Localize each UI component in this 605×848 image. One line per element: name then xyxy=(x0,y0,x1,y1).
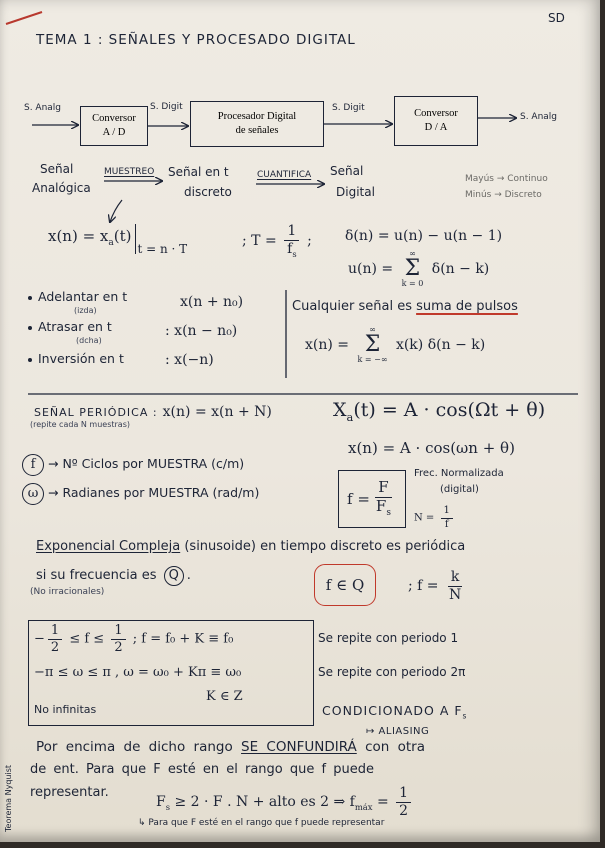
periodic-definition: x(n) = x(n + N) xyxy=(162,404,272,420)
notation-note-lower: Minús → Discreto xyxy=(465,190,542,200)
dac-line1: Conversor xyxy=(414,107,458,119)
aliasing-line1 xyxy=(36,740,425,756)
operation-delay-expr: : x(n − n₀) xyxy=(165,323,238,339)
f-range-lower-fraction xyxy=(48,624,62,654)
ratio-fraction xyxy=(446,570,464,602)
period-den-main: f xyxy=(287,240,293,257)
decomposition-text xyxy=(292,300,518,315)
operation-advance-note: (izda) xyxy=(74,306,97,315)
step-sigma: Σ xyxy=(404,256,421,281)
diagram-input-label: S. Analg xyxy=(24,103,62,113)
adc-line2: A / D xyxy=(102,127,126,138)
decomposition-formula xyxy=(305,326,485,364)
norm-num: F xyxy=(375,480,391,498)
period-num: 1 xyxy=(284,224,299,241)
step-lhs: u(n) = xyxy=(348,261,394,277)
frequency-f-row xyxy=(22,454,244,476)
w-range-row: −π ≤ ω ≤ π , ω = ω₀ + Kπ ≡ ω₀ xyxy=(34,665,242,680)
step-sum xyxy=(402,250,424,288)
step-rhs: δ(n − k) xyxy=(431,261,490,277)
normalized-frequency-box xyxy=(338,470,406,528)
ratio-num: k xyxy=(448,570,462,587)
circled-omega-symbol: ω xyxy=(22,483,44,505)
analog-cosine-rhs: (t) = A · cos(Ωt + θ) xyxy=(353,399,546,421)
decomposition-lhs: x(n) = xyxy=(305,337,350,353)
operation-delay-note: (dcha) xyxy=(76,336,102,345)
operation-delay-label: Atrasar en t xyxy=(38,319,112,334)
dsp-line2: de señales xyxy=(235,125,279,136)
periodic-row xyxy=(34,402,272,420)
operation-advance xyxy=(28,290,127,304)
frequency-f-desc: → Nº Ciclos por MUESTRA (c/m) xyxy=(48,456,245,471)
step-sum-bottom: k = 0 xyxy=(401,279,424,288)
f-period-note: Se repite con periodo 1 xyxy=(318,631,459,645)
nyquist-mid: ≥ 2 · F . N + alto es 2 ⇒ f xyxy=(174,794,355,811)
period-f-num: 1 xyxy=(441,506,453,519)
decomposition-sum-top: ∞ xyxy=(369,325,376,334)
discrete-cosine-formula: x(n) = A · cos(ωn + θ) xyxy=(348,439,515,457)
step-sum-top: ∞ xyxy=(409,249,416,258)
notation-note-upper: Mayús → Continuo xyxy=(465,174,548,184)
nyquist-f-sub: s xyxy=(165,801,171,812)
aliasing-line3: representar. xyxy=(30,785,109,800)
margin-note: Teorema Nyquist xyxy=(4,764,13,832)
half-den: 2 xyxy=(50,639,60,655)
period-f-fraction xyxy=(441,506,453,530)
operation-inversion xyxy=(28,352,124,366)
decomposition-lead: Cualquier señal es xyxy=(292,299,412,314)
norm-den xyxy=(373,498,394,518)
sampling-lhs-tail: (t) xyxy=(113,227,132,245)
analog-signal-line2: Analógica xyxy=(32,181,91,195)
nyquist-footnote: ↳ Para que F esté en el rango que f puede representar xyxy=(138,818,385,828)
complex-exp-line1-rest: (sinusoide) en tiempo discreto es periódica xyxy=(184,539,466,554)
delta-formula: δ(n) = u(n) − u(n − 1) xyxy=(345,228,503,244)
period-lhs: ; T = xyxy=(242,233,277,250)
bullet xyxy=(28,326,32,330)
f-range-upper-fraction xyxy=(111,624,125,654)
norm-label-line2: (digital) xyxy=(440,484,479,495)
adc-block xyxy=(80,106,148,146)
digital-signal-line2: Digital xyxy=(336,185,375,199)
sampling-lhs-sub: a xyxy=(108,238,114,248)
dac-block xyxy=(394,96,478,146)
w-period-note: Se repite con periodo 2π xyxy=(318,665,466,679)
period-end: ; xyxy=(307,233,312,250)
complex-exp-title: Exponencial Compleja xyxy=(36,539,181,554)
norm-fraction xyxy=(373,477,394,518)
corner-label: SD xyxy=(548,11,565,25)
decomposition-sigma: Σ xyxy=(364,332,381,357)
period-from-frequency xyxy=(414,506,456,530)
rationals-symbol: Q xyxy=(164,566,184,586)
nyquist-num: 1 xyxy=(396,786,411,803)
f-range-mid: ≤ f ≤ xyxy=(69,631,105,647)
half-num: 1 xyxy=(111,624,125,640)
ratio-lhs: ; f = xyxy=(408,578,439,595)
decomposition-rhs: x(k) δ(n − k) xyxy=(395,337,486,353)
sampling-lhs: x(n) = x xyxy=(48,227,109,245)
operation-advance-label: Adelantar en t xyxy=(38,289,128,304)
discrete-signal-line2: discreto xyxy=(184,185,232,199)
rational-condition-box xyxy=(314,564,376,606)
diagram-link-label-1: S. Digit xyxy=(150,102,183,112)
discrete-signal-line1: Señal en t xyxy=(168,165,229,179)
norm-den-main: F xyxy=(375,496,387,515)
diagram-link-label-2: S. Digit xyxy=(332,103,365,113)
arrow-to-formula xyxy=(110,200,122,222)
half-num: 1 xyxy=(48,624,62,640)
rational-ratio xyxy=(408,570,467,602)
f-range-minus: − xyxy=(34,631,45,647)
period-den xyxy=(284,241,300,259)
analog-cosine-sub: a xyxy=(346,409,354,424)
diagram-output-label: S. Analg xyxy=(520,112,558,122)
complex-exp-note: (No irracionales) xyxy=(30,587,105,597)
nyquist-fraction xyxy=(396,786,411,818)
operation-advance-expr: x(n + n₀) xyxy=(180,294,244,310)
analog-cosine-formula xyxy=(333,400,545,424)
f-range-row xyxy=(34,624,233,654)
operation-delay xyxy=(28,320,112,334)
bullet xyxy=(28,358,32,362)
frequency-w-row xyxy=(22,483,259,505)
period-den-sub: s xyxy=(292,248,297,259)
analog-cosine-lhs: X xyxy=(333,399,347,421)
sampling-formula xyxy=(48,224,187,257)
aliasing-line1-end: con otra xyxy=(365,739,425,755)
complex-exp-line1 xyxy=(36,540,465,555)
decomposition-sum xyxy=(357,326,387,364)
no-infinite-note: No infinitas xyxy=(34,703,97,716)
frequency-w-desc: → Radianes por MUESTRA (rad/m) xyxy=(48,485,260,500)
ratio-den: N xyxy=(448,586,462,603)
operation-inversion-expr: : x(−n) xyxy=(165,352,214,368)
norm-den-sub: s xyxy=(386,507,391,518)
nyquist-max-sub: máx xyxy=(354,801,373,812)
nyquist-eq: = xyxy=(376,794,389,811)
step-formula xyxy=(348,250,489,288)
half-den: 2 xyxy=(114,639,123,655)
sampling-label: MUESTREO xyxy=(104,167,155,177)
complex-exp-line2-end: . xyxy=(186,568,191,583)
evaluation-bar xyxy=(135,224,136,254)
conditioned-text: CONDICIONADO A F xyxy=(322,703,463,718)
decomposition-sum-bottom: k = −∞ xyxy=(357,355,388,364)
norm-lhs: f = xyxy=(347,490,370,508)
sampling-period-formula xyxy=(242,224,312,258)
conditioned-sub: s xyxy=(462,711,468,721)
digital-signal-line1: Señal xyxy=(330,164,364,178)
complex-exp-line2 xyxy=(36,566,191,586)
circled-f-symbol: f xyxy=(22,454,44,476)
nyquist-den: 2 xyxy=(399,802,409,819)
dac-line2: D / A xyxy=(424,122,448,133)
complex-exp-line2-text: si su frecuencia es xyxy=(36,568,157,583)
f-alias-rule: ; f = f₀ + K ≡ f₀ xyxy=(132,631,234,647)
sampling-eval: t = n · T xyxy=(137,242,188,256)
aliasing-line1-emph: SE CONFUNDIRÁ xyxy=(241,739,357,755)
periodic-note: (repite cada N muestras) xyxy=(30,420,130,429)
bullet xyxy=(28,296,32,300)
adc-line1: Conversor xyxy=(92,112,136,124)
quantize-label: CUANTIFICA xyxy=(257,170,312,180)
analog-signal-line1: Señal xyxy=(40,162,74,176)
k-integer-set: K ∈ Z xyxy=(206,689,243,704)
nyquist-f: F xyxy=(156,794,166,811)
aliasing-line1-start: Por encima de dicho rango xyxy=(36,739,233,755)
period-fraction xyxy=(284,224,300,258)
conditioned-note xyxy=(322,704,467,721)
dsp-block xyxy=(190,101,324,147)
operation-inversion-label: Inversión en t xyxy=(38,351,124,366)
page-title: TEMA 1 : SEÑALES Y PROCESADO DIGITAL xyxy=(36,32,356,48)
nyquist-formula xyxy=(156,786,414,818)
dsp-line1: Procesador Digital xyxy=(217,110,297,122)
norm-label-line1: Frec. Normalizada xyxy=(414,468,504,479)
rational-condition: f ∈ Q xyxy=(325,576,365,594)
aliasing-line2: de ent. Para que F esté en el rango que f puede xyxy=(30,762,374,777)
periodic-heading: SEÑAL PERIÓDICA : xyxy=(34,406,158,419)
period-f-den: f xyxy=(444,518,449,530)
aliasing-label: ↦ ALIASING xyxy=(366,726,430,737)
decomposition-highlight: suma de pulsos xyxy=(416,299,518,314)
red-pen-mark xyxy=(6,12,42,24)
period-f-lhs: N = xyxy=(414,512,435,524)
